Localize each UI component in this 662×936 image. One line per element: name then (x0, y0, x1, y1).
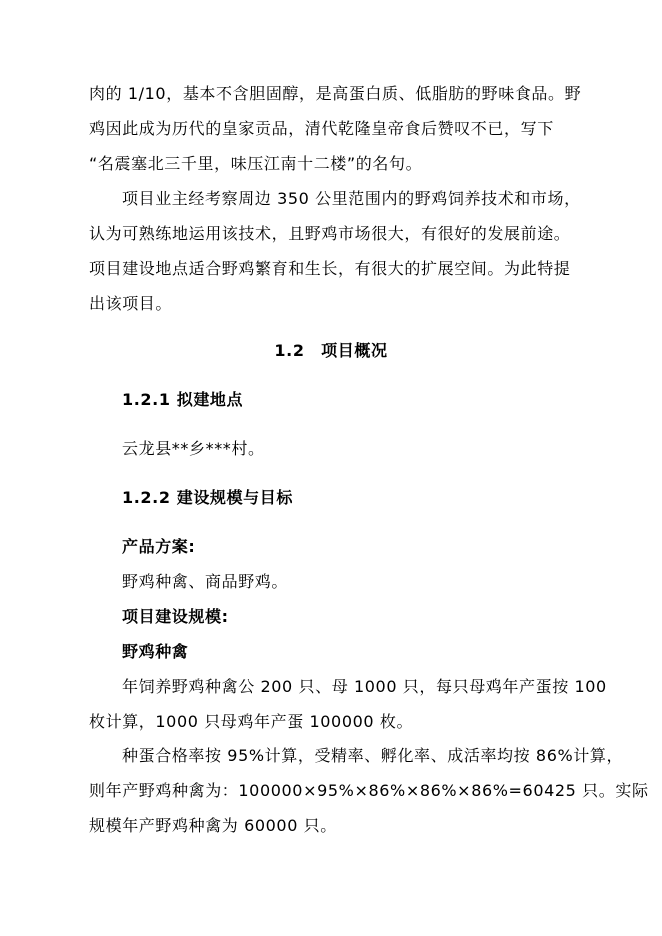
scale-para2-line-2: 则年产野鸡种禽为：100000×95%×86%×86%×86%=60425 只。实际 (89, 781, 649, 800)
breeding-stock-label: 野鸡种禽 (122, 642, 189, 661)
intro-line-2: 鸡因此成为历代的皇家贡品，清代乾隆皇帝食后赞叹不已，写下 (89, 119, 554, 138)
location-text: 云龙县**乡***村。 (122, 439, 265, 458)
para2-line-4: 出该项目。 (89, 294, 173, 313)
intro-line-1: 肉的 1/10，基本不含胆固醇，是高蛋白质、低脂肪的野味食品。野 (89, 84, 582, 103)
para2-line-1: 项目业主经考察周边 350 公里范围内的野鸡饲养技术和市场， (122, 189, 581, 208)
scale-para2-line-1: 种蛋合格率按 95%计算，受精率、孵化率、成活率均按 86%计算， (122, 746, 624, 765)
scale-para1-line-1: 年饲养野鸡种禽公 200 只、母 1000 只，每只母鸡年产蛋按 100 (122, 677, 607, 696)
para2-line-2: 认为可熟练地运用该技术，且野鸡市场很大，有很好的发展前途。 (89, 224, 571, 243)
subsection-1-heading: 1.2.1 拟建地点 (122, 390, 244, 409)
product-plan-text: 野鸡种禽、商品野鸡。 (122, 572, 289, 591)
para2-line-3: 项目建设地点适合野鸡繁育和生长，有很大的扩展空间。为此特提 (89, 259, 571, 278)
subsection-2-heading: 1.2.2 建设规模与目标 (122, 488, 293, 507)
product-plan-label: 产品方案: (122, 537, 196, 556)
intro-line-3: “名震塞北三千里，味压江南十二楼”的名句。 (89, 154, 423, 173)
section-heading: 1.2 项目概况 (274, 341, 388, 360)
scale-para2-line-3: 规模年产野鸡种禽为 60000 只。 (89, 816, 337, 835)
construction-scale-label: 项目建设规模: (122, 607, 229, 626)
scale-para1-line-2: 枚计算，1000 只母鸡年产蛋 100000 枚。 (89, 712, 414, 731)
